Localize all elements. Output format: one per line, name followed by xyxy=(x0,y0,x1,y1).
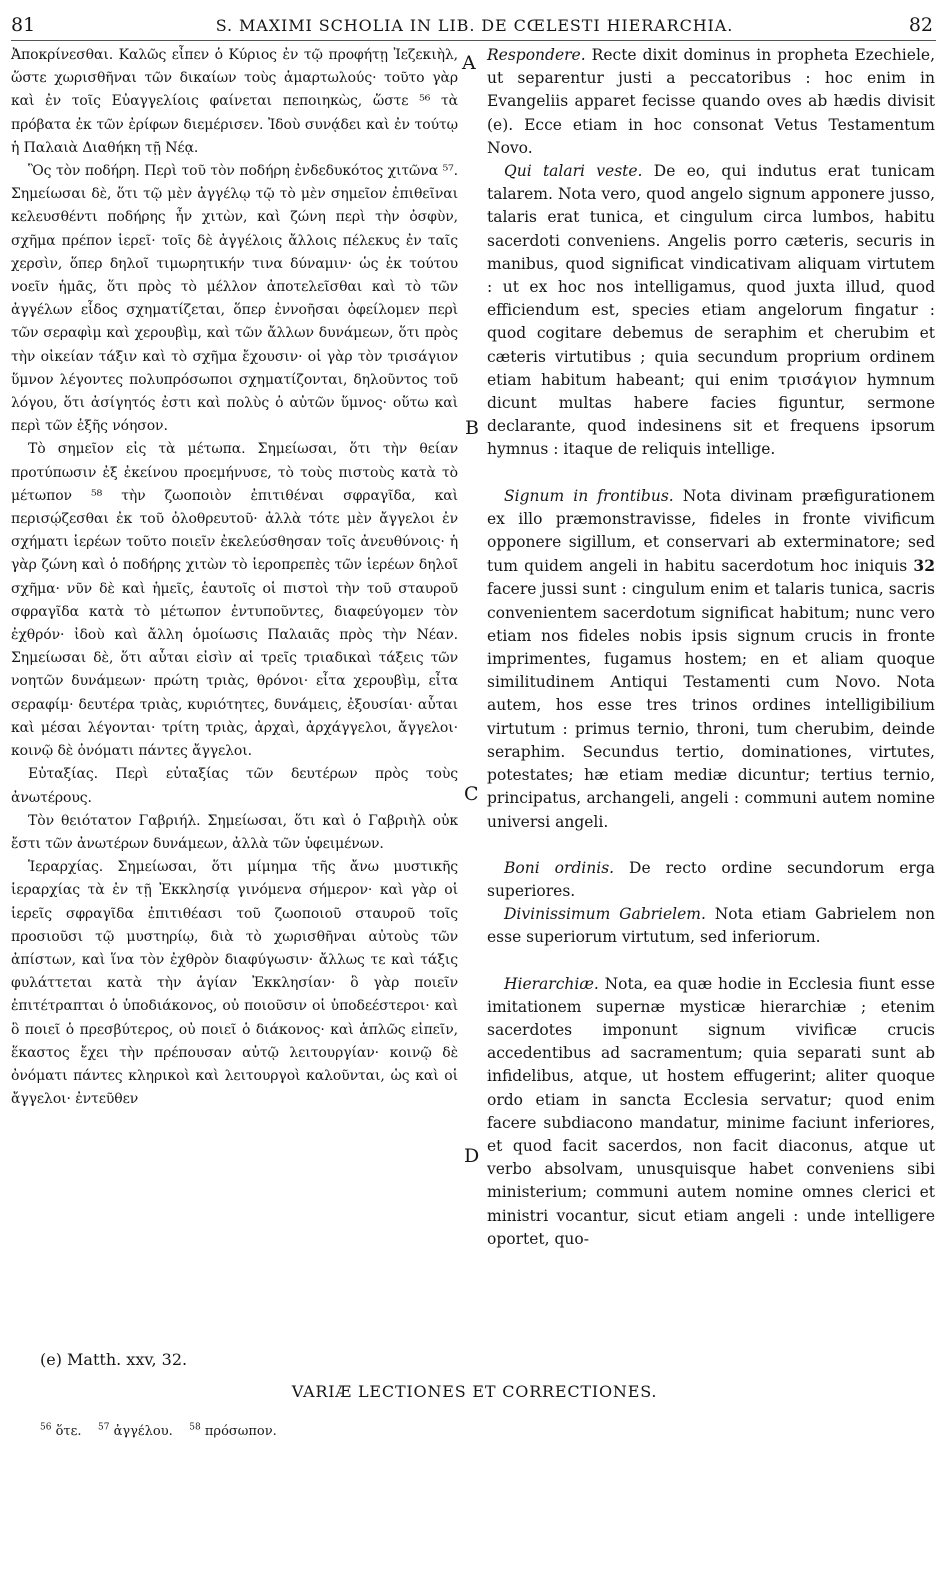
lemma: Respondere. xyxy=(487,46,586,64)
latin-paragraph xyxy=(487,857,935,903)
margin-letter-b: B xyxy=(465,417,479,439)
margin-letter-d: D xyxy=(464,1145,480,1167)
page-number-right: 82 xyxy=(908,14,933,36)
lemma: Boni ordinis. xyxy=(504,858,615,877)
page-header xyxy=(0,14,949,42)
latin-paragraph xyxy=(487,485,935,834)
latin-text: De eo, qui indutus erat tunicam talarem. Nota vero, quod angelo signum apponere jusso, talaris erat tunica, et cingulum circa lumbos, habitu sacerdoti conveniens. Angelis porro cæteris, securis in manibus, quod significat vindicativam aliquam virtutem : ut ex hoc nos intelligamus, quod juxta illud, quod efficiendum est, species etiam angelorum fingatur : quod cogitare debemus de seraphim et cherubim et cæteris virtutibus ; quia secundum proprium ordinem etiam habitum habeant; qui enim τρισάγιον hymnum dicunt multas habere facies figuntur, sermone declarante, quod indesinens sit et frequens ipsorum hymnus : itaque de reliquis intellige. xyxy=(487,162,936,459)
lemma: Signum in frontibus. xyxy=(504,486,674,505)
greek-paragraph: Ὃς τὸν ποδήρη. Περὶ τοῦ τὸν ποδήρη ἐνδεδυκότος χιτῶνα ⁵⁷. Σημείωσαι δὲ, ὅτι τῷ μὲν ἀγγέλῳ τῷ τὸ μὲν σημεῖον ἐπιθεῖναι κελευσθέντι ποδήρης ἦν χιτὼν, καὶ ζώνη περὶ τὴν ὀσφὺν, σχῆμα πρέπον ἱερεῖ· τοῖς δὲ ἀγγέλοις ἄλλοις πέλεκυς ἐν ταῖς χερσὶν, ὅπερ δηλοῖ τιμωρητικήν τινα δύναμιν· ὡς ἐκ τούτου νοεῖν ἡμᾶς, ὅτι πρὸς τὸ μέλλον ἀποτελεῖσθαι καὶ τὸ τῶν ἀγγέλων εἶδος σχηματίζεται, ὅπερ ἐννοῆσαι ὀφείλομεν περὶ τῶν σεραφὶμ καὶ χερουβὶμ, καὶ τῶν ἄλλων δυνάμεων, ὅτι πρὸς τὴν οἰκείαν τάξιν καὶ τὸ σχῆμα ἔχουσιν· οἱ γὰρ τὸν τρισάγιον ὕμνον λέγοντες πολυπρόσωποι σχηματίζονται, δηλοῦντος τοῦ λόγου, ὅτι ἀσίγητός ἐστι καὶ πολὺς ὁ αὐτῶν ὕμνος· οὕτω καὶ περὶ τῶν ἑξῆς νόησον. xyxy=(11,163,458,435)
latin-text: Recte dixit dominus in propheta Ezechiele, ut separentur justi a peccatoribus : hoc enim in Evangeliis apparet fecisse quando oves ab hædis divisit (e). Ecce etiam in hoc consonat Vetus Testamentum Novo. xyxy=(487,46,935,157)
margin-letter-a: A xyxy=(462,52,476,74)
greek-paragraph: Τὸν θειότατον Γαβριήλ. Σημείωσαι, ὅτι καὶ ὁ Γαβριὴλ οὐκ ἔστι τῶν ἀνωτέρων δυνάμεων, ἀλλὰ τῶν ὑφειμένων. xyxy=(11,812,458,852)
latin-paragraph xyxy=(487,973,935,1251)
lemma: Qui talari veste. xyxy=(504,162,643,181)
latin-column xyxy=(487,44,935,1251)
latin-text: De recto ordine secundorum erga superiores. xyxy=(487,858,935,900)
greek-paragraph: Ἀποκρίνεσθαι. Καλῶς εἶπεν ὁ Κύριος ἐν τῷ προφήτῃ Ἰεζεκιὴλ, ὥστε χωρισθῆναι τῶν δικαίων τοὺς ἁμαρτωλούς· τοῦτο γὰρ καὶ ἐν τοῖς Εὐαγγελίοις φαίνεται πεποιηκὼς, ὥστε ⁵⁶ τὰ πρόβατα ἐκ τῶν ἐρίφων διεμέρισεν. Ἰδοὺ συνᾴδει καὶ ἐν τούτῳ ἡ Παλαιὰ Διαθήκη τῇ Νέᾳ. xyxy=(11,47,458,156)
latin-text: facere jussi sunt : cingulum enim et talaris tunica, sacris convenientem sacerdotum significat habitum; nunc vero etiam nos fideles nobis ipsis signum crucis in fronte imprimentes, fugamus hostem; en et aliam quoque similitudinem Antiqui Testamenti cum Novo. Nota autem, hos esse tres trinos ordines intelligibilium virtutum : primus ternio, throni, tum cherubim, deinde seraphim. Secundus tertio, dominationes, virtutes, potestates; hæ etiam mediæ dicuntur; tertius ternio, principatus, archangeli, angeli : communi autem nomine universi angeli. xyxy=(487,580,935,831)
lemma: Divinissimum Gabrielem. xyxy=(504,905,706,924)
header-rule xyxy=(11,40,936,41)
latin-paragraph xyxy=(487,44,935,160)
column-number: 32 xyxy=(913,556,935,576)
latin-text: Nota etiam Gabrielem non esse superiorum virtutum, sed inferiorum. xyxy=(487,905,935,947)
page-number-left: 81 xyxy=(11,14,36,36)
running-title: S. MAXIMI SCHOLIA IN LIB. DE CŒLESTI HIERARCHIA. xyxy=(215,16,734,35)
lemma: Hierarchiæ. xyxy=(504,974,599,993)
latin-text: Nota, ea quæ hodie in Ecclesia fiunt esse imitationem supernæ mysticæ hierarchiæ ; etenim sacerdotes imponunt signum vivificæ crucis accedentibus ad sacramentum; quia separati sunt ab infidelibus, atque, ut hostem effugerint; aliter quoque ordo etiam in sancta Ecclesia servatur; quod enim facere subdiacono mandatur, minime faciunt inferiores, et quod facit sacerdos, non facit diaconus, atque ut verbo absolvam, unusquisque habet conveniens sibi ministerium; communi autem nomine omnes clerici et ministri vocantur, sicut etiam angeli : unde intelligere oportet, quo- xyxy=(487,974,935,1248)
footnote: (e) Matth. xxv, 32. xyxy=(40,1350,188,1369)
variant-readings xyxy=(40,1423,277,1439)
variant-item: $^{58}$ πρόσωπον. xyxy=(189,1423,277,1440)
latin-text: Nota divinam præfigurationem ex illo præmonstravisse, fideles in fronte vivificum opponere sigillum, et conservari ab exterminatore; sed tum quidem angeli in habitu sacerdotum hoc iniquis xyxy=(487,486,935,576)
margin-letter-c: C xyxy=(464,783,479,805)
greek-paragraph: Τὸ σημεῖον εἰς τὰ μέτωπα. Σημείωσαι, ὅτι τὴν θείαν προτύπωσιν ἐξ ἐκείνου προεμήνυσε, τὸ τοὺς πιστοὺς κατὰ τὸ μέτωπον ⁵⁸ τὴν ζωοποιὸν ἐπιτιθέναι σφραγῖδα, καὶ περισῴζεσθαι ἐκ τοῦ ὀλοθρευτοῦ· ἀλλὰ τότε μὲν ἄγγελοι ἐν σχήματι ἱερέων τοῦτο ποιεῖν ἐκελεύσθησαν τοῖς ἀνευθύνοις· ἡ γὰρ ζώνη καὶ ὁ ποδήρης χιτὼν τὸ ἱεροπρεπὲς τῶν ἱερέων δηλοῖ σχῆμα· νῦν δὲ καὶ ἡμεῖς, ἑαυτοῖς οἱ πιστοὶ τὴν τοῦ σταυροῦ σφραγῖδα κατὰ τὸ μέτωπον ἐντυποῦντες, διαφεύγομεν τὸν ἐχθρόν· ἰδοὺ καὶ ἄλλη ὁμοίωσις Παλαιᾶς πρὸς τὴν Νέαν. Σημείωσαι δὲ, ὅτι αὗται εἰσὶν αἱ τρεῖς τριαδικαὶ τάξεις τῶν νοητῶν δυνάμεων· πρώτη τριὰς, θρόνοι· εἶτα χερουβὶμ, εἶτα σεραφίμ· δευτέρα τριὰς, κυριότητες, δυνάμεις, ἐξουσίαι· αὗται καὶ μέσαι λέγονται· τρίτη τριὰς, ἀρχαὶ, ἀρχάγγελοι, ἄγγελοι· κοινῷ δὲ ὀνόματι πάντες ἄγγελοι. xyxy=(11,441,458,760)
greek-column xyxy=(11,44,458,1111)
variant-item: $^{56}$ ὅτε. xyxy=(40,1423,82,1440)
variae-lectiones-title: VARIÆ LECTIONES ET CORRECTIONES. xyxy=(291,1382,658,1401)
greek-paragraph: Ἱεραρχίας. Σημείωσαι, ὅτι μίμημα τῆς ἄνω μυστικῆς ἱεραρχίας τὰ ἐν τῇ Ἐκκλησίᾳ γινόμενα σήμερον· καὶ γὰρ οἱ ἱερεῖς σφραγῖδα ἐπιτιθέασι τοῦ ζωοποιοῦ σταυροῦ τοῖς προσιοῦσι τῷ μυστηρίῳ, διὰ τὸ χωρισθῆναι αὐτοὺς τῶν ἀπίστων, καὶ ἵνα τὸν ἐχθρὸν διαφύγωσιν· ἄλλως τε καὶ τάξις φυλάττεται κατὰ τὴν ἁγίαν Ἐκκλησίαν· ὃ γὰρ ποιεῖν ἐπιτέτραπται ὁ ὑποδιάκονος, οὐ ποιοῦσιν οἱ ὑποδεέστεροι· καὶ ὃ ποιεῖ ὁ πρεσβύτερος, οὐ ποιεῖ ὁ διάκονος· καὶ ἁπλῶς εἰπεῖν, ἕκαστος ἔχει τὴν πρέπουσαν αὐτῷ λειτουργίαν· κοινῷ δὲ ὀνόματι πάντες κληρικοὶ καὶ λειτουργοὶ καλοῦνται, ὡς καὶ οἱ ἄγγελοι· ἐντεῦθεν xyxy=(11,859,458,1108)
variant-item: $^{57}$ ἀγγέλου. xyxy=(98,1423,173,1440)
latin-paragraph xyxy=(487,903,935,949)
greek-paragraph: Εὐταξίας. Περὶ εὐταξίας τῶν δευτέρων πρὸς τοὺς ἀνωτέρους. xyxy=(11,766,458,806)
latin-paragraph xyxy=(487,160,935,462)
